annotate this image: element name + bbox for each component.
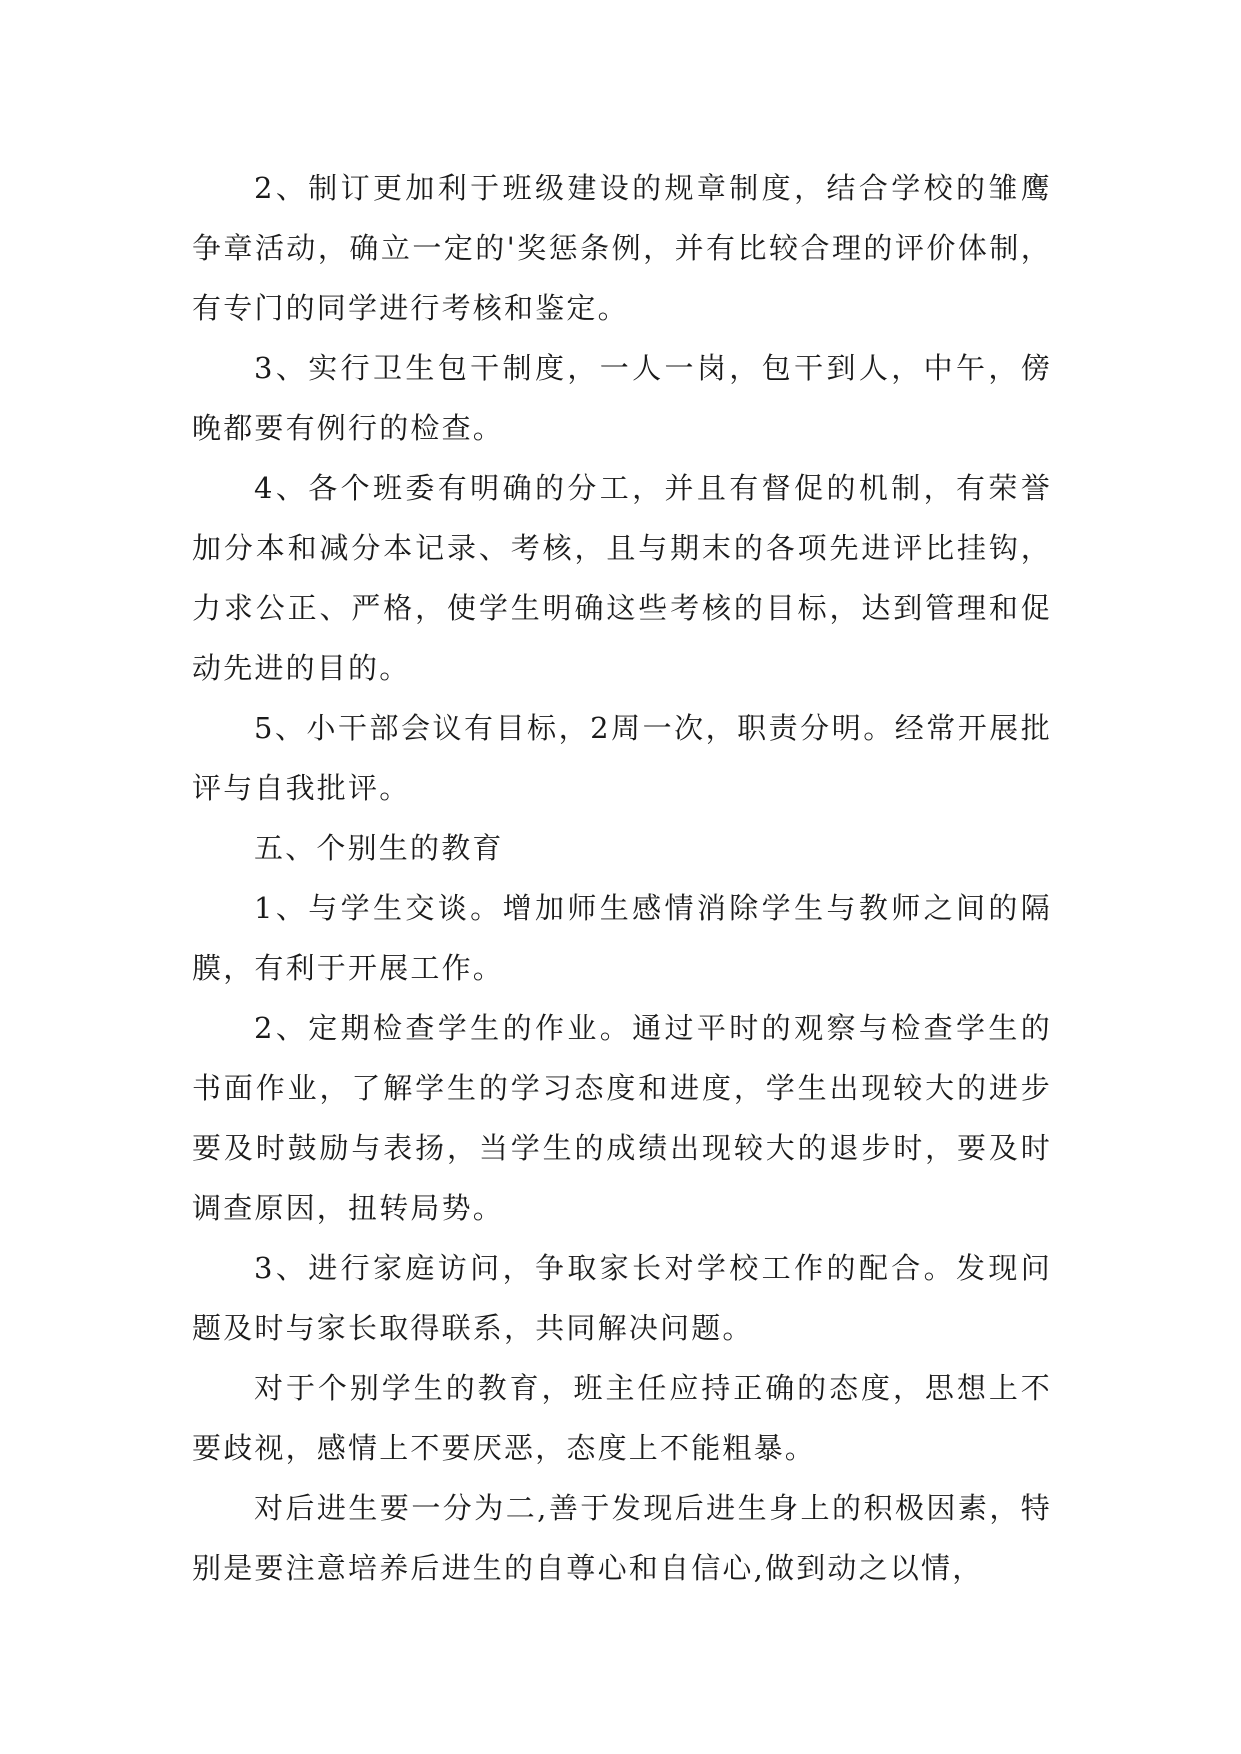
paragraph-student-talks: 1、与学生交谈。增加师生感情消除学生与教师之间的隔膜，有利于开展工作。	[192, 891, 1052, 985]
section-heading-individual-education: 五、个别生的教育	[254, 831, 504, 865]
paragraph-cadre-meeting: 5、小干部会议有目标，2周一次，职责分明。经常开展批评与自我批评。	[192, 711, 1052, 805]
paragraph-class-committee: 4、各个班委有明确的分工，并且有督促的机制，有荣誉加分本和减分本记录、考核，且与期末的各项先进评比挂钩，力求公正、严格，使学生明确这些考核的目标，达到管理和促动先进的目的。	[192, 471, 1052, 685]
paragraph-hygiene-duty: 3、实行卫生包干制度，一人一岗，包干到人，中午，傍晚都要有例行的检查。	[192, 351, 1052, 445]
paragraph-homework-check: 2、定期检查学生的作业。通过平时的观察与检查学生的书面作业，了解学生的学习态度和进度，学生出现较大的进步要及时鼓励与表扬，当学生的成绩出现较大的退步时，要及时调查原因，扭转局势。	[192, 1011, 1052, 1225]
paragraph-underachievers: 对后进生要一分为二,善于发现后进生身上的积极因素，特别是要注意培养后进生的自尊心和自信心,做到动之以情，	[192, 1491, 1052, 1585]
paragraph-home-visits: 3、进行家庭访问，争取家长对学校工作的配合。发现问题及时与家长取得联系，共同解决问题。	[192, 1251, 1052, 1345]
paragraph-teacher-attitude: 对于个别学生的教育，班主任应持正确的态度，思想上不要歧视，感情上不要厌恶，态度上不能粗暴。	[192, 1371, 1052, 1465]
document-body	[192, 158, 1052, 1598]
paragraph-rules-system: 2、制订更加利于班级建设的规章制度，结合学校的雏鹰争章活动，确立一定的'奖惩条例，并有比较合理的评价体制，有专门的同学进行考核和鉴定。	[192, 171, 1052, 325]
